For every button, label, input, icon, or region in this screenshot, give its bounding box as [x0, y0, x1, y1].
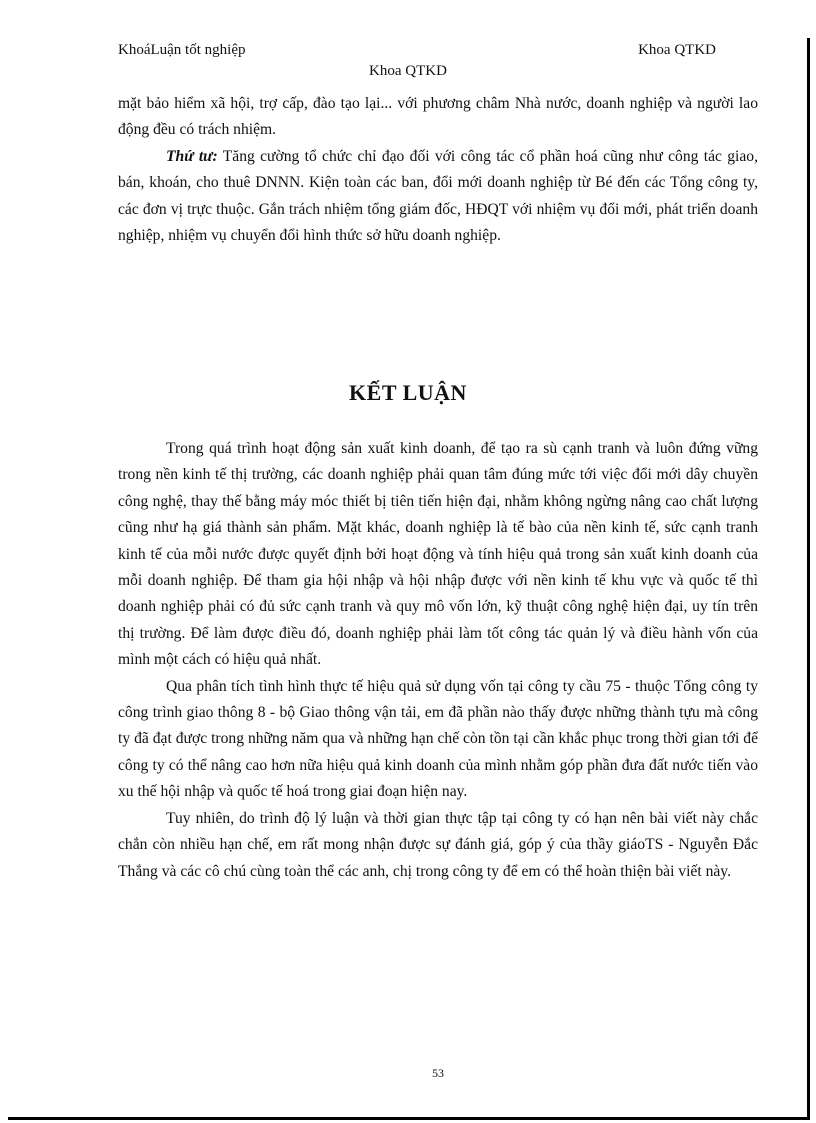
paragraph-label: Thứ tư: [166, 147, 218, 165]
header-left-text: KhoáLuận tốt nghiệp [118, 42, 246, 58]
page-border-right [807, 38, 810, 1119]
header-center-text: Khoa QTKD [369, 63, 447, 79]
conclusion-heading: KẾT LUẬN [349, 380, 467, 405]
page-header [118, 42, 716, 62]
conclusion-paragraph-3: Tuy nhiên, do trình độ lý luận và thời gian thực tập tại công ty có hạn nên bài viết này chắc chắn còn nhiều hạn chế, em rất mong nhận được sự đánh giá, góp ý của thầy giáoTS - Nguyễn Đắc Thắng và các cô chú cùng toàn thể các anh, chị trong công ty để em có thể hoàn thiện bài viết này. [118, 809, 758, 880]
header-right-text: Khoa QTKD [638, 42, 716, 58]
paragraph-thu-tu [118, 144, 758, 250]
paragraph-body: Tăng cường tổ chức chỉ đạo đối với công tác cổ phần hoá cũng như công tác giao, bán, khoán, cho thuê DNNN. Kiện toàn các ban, đổi mới doanh nghiệp từ Bé đến các Tổng công ty, các đơn vị trực thuộc. Gắn trách nhiệm tổng giám đốc, HĐQT với nhiệm vụ đổi mới, phát triển doanh nghiệp, nhiệm vụ chuyển đổi hình thức sở hữu doanh nghiệp. [118, 147, 758, 245]
conclusion-paragraph-2: Qua phân tích tình hình thực tế hiệu quả sử dụng vốn tại công ty cầu 75 - thuộc Tổng công ty công trình giao thông 8 - bộ Giao thông vận tải, em đã phần nào thấy được những thành tựu mà công ty đã đạt được trong những năm qua và những hạn chế còn tồn tại cần khắc phục trong thời gian tới để công ty có thể nâng cao hơn nữa hiệu quả kinh doanh của mình nhằm góp phần đưa đất nước tiến vào xu thế hội nhập và quốc tế hoá trong giai đoạn hiện nay. [118, 677, 758, 801]
conclusion-text-block [118, 436, 758, 885]
page-number: 53 [432, 1066, 444, 1080]
page-border-bottom [8, 1117, 810, 1120]
top-text-block [118, 91, 758, 249]
conclusion-paragraph-1: Trong quá trình hoạt động sản xuất kinh doanh, để tạo ra sù cạnh tranh và luôn đứng vững trong nền kinh tế thị trường, các doanh nghiệp phải quan tâm đúng mức tới việc đổi mới dây chuyền công nghệ, thay thế bằng máy móc thiết bị tiên tiến hiện đại, nhằm không ngừng nâng cao chất lượng cũng như hạ giá thành sản phẩm. Mặt khác, doanh nghiệp là tế bào của nền kinh tế, sức cạnh tranh kinh tế của mỗi nước được quyết định bởi hoạt động và tính hiệu quả trong sản xuất kinh doanh của mỗi doanh nghiệp. Để tham gia hội nhập và hội nhập được với nền kinh tế khu vực và quốc tế thì doanh nghiệp phải có đủ sức cạnh tranh và quy mô vốn lớn, kỹ thuật công nghệ hiện đại, uy tín trên thị trường. Để làm được điều đó, doanh nghiệp phải làm tốt công tác quản lý và điều hành vốn của mình một cách có hiệu quả nhất. [118, 440, 758, 669]
paragraph-continuation: mặt bảo hiểm xã hội, trợ cấp, đào tạo lại... với phương châm Nhà nước, doanh nghiệp và người lao động đều có trách nhiệm. [118, 95, 758, 139]
